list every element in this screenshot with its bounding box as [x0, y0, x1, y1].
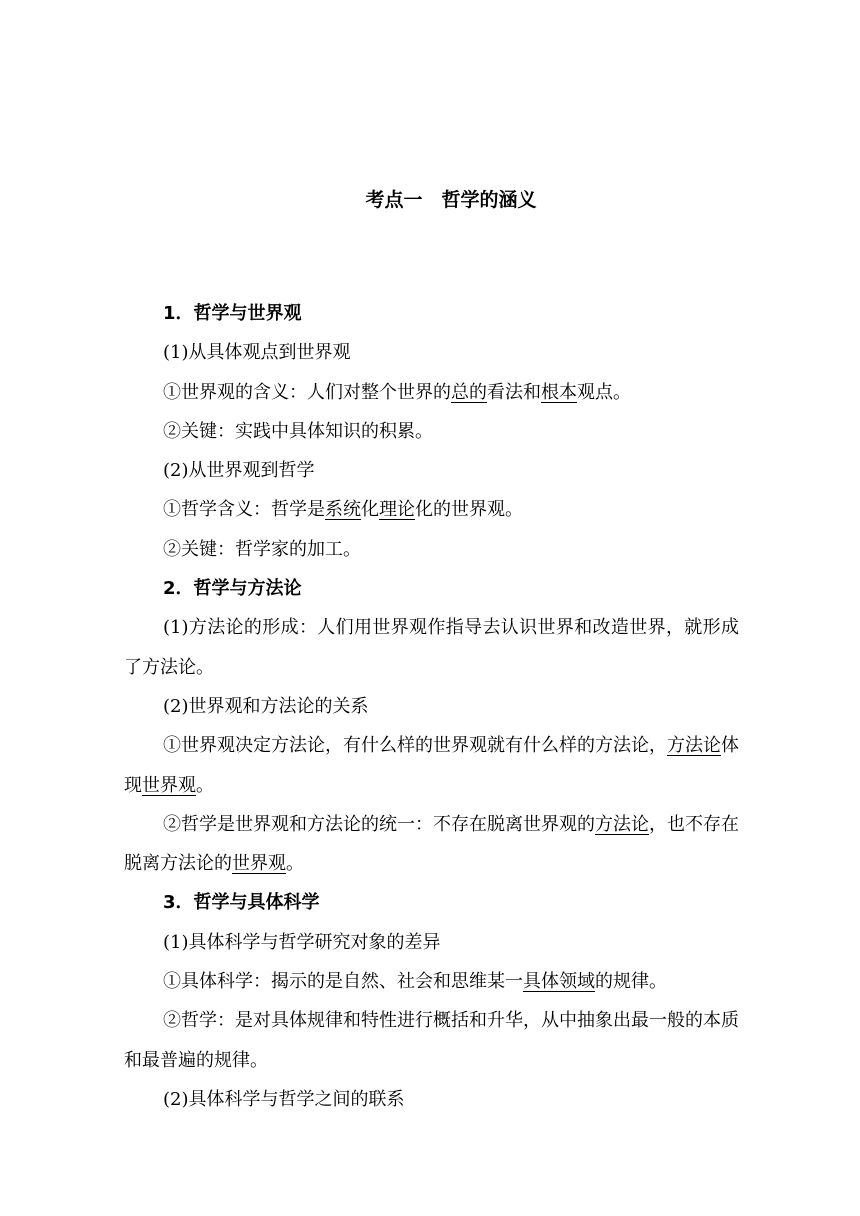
paragraph	[124, 726, 739, 805]
paragraph	[124, 687, 739, 726]
underlined-answer: 具体领域	[523, 971, 595, 993]
text-run: ①哲学含义：哲学是	[163, 499, 325, 521]
text-run: 的规律。	[595, 971, 667, 993]
paragraph	[124, 373, 739, 412]
text-run: (2)世界观和方法论的关系	[163, 695, 369, 717]
underlined-answer: 方法论	[667, 735, 721, 757]
underlined-answer: 世界观	[232, 853, 286, 875]
paragraph	[124, 923, 739, 962]
paragraph	[124, 805, 739, 884]
page-title: 考点一 哲学的涵义	[365, 189, 537, 211]
text-run: ②哲学是世界观和方法论的统一：不存在脱离世界观的	[163, 813, 595, 835]
text-run: ①世界观的含义：人们对整个世界的	[163, 381, 451, 403]
paragraph	[124, 451, 739, 490]
underlined-answer: 根本	[541, 381, 577, 403]
text-run: ①世界观决定方法论，有什么样的世界观就有什么样的方法论，	[163, 735, 667, 757]
text-run: 体现	[124, 735, 739, 796]
text-run: (1)方法论的形成：人们用世界观作指导去认识世界和改造世界，就形成了方法论。	[124, 617, 739, 678]
text-run: 观点。	[577, 381, 631, 403]
text-run: (2)具体科学与哲学之间的联系	[163, 1088, 405, 1110]
text-run: ，也不存在脱离方法论的	[124, 813, 739, 875]
paragraph	[124, 490, 739, 529]
paragraph	[124, 412, 739, 451]
paragraph	[124, 333, 739, 372]
document-body	[124, 294, 739, 1119]
underlined-answer: 理论	[379, 499, 415, 521]
text-run: (1)从具体观点到世界观	[163, 342, 351, 364]
underlined-answer: 系统	[325, 499, 361, 521]
paragraph	[124, 962, 739, 1001]
paragraph	[124, 530, 739, 569]
underlined-answer: 世界观	[142, 774, 196, 796]
underlined-answer: 总的	[451, 381, 487, 403]
paragraph	[124, 608, 739, 687]
section-heading: 3．哲学与具体科学	[163, 892, 320, 914]
text-run: 。	[196, 774, 214, 796]
text-run: (2)从世界观到哲学	[163, 460, 315, 482]
text-run: ②关键：哲学家的加工。	[163, 538, 361, 560]
text-run: ①具体科学：揭示的是自然、社会和思维某一	[163, 971, 523, 993]
text-run: ②关键：实践中具体知识的积累。	[163, 420, 433, 442]
text-run: 看法和	[487, 381, 541, 403]
section-heading: 1．哲学与世界观	[163, 303, 302, 324]
text-run: 。	[286, 853, 304, 875]
text-run: ②哲学：是对具体规律和特性进行概括和升华，从中抽象出最一般的本质和最普遍的规律。	[124, 1010, 739, 1071]
text-run: (1)具体科学与哲学研究对象的差异	[163, 931, 441, 953]
paragraph	[124, 1080, 739, 1119]
text-run: 化的世界观。	[415, 499, 523, 521]
section-heading: 2．哲学与方法论	[163, 578, 302, 600]
underlined-answer: 方法论	[595, 813, 649, 835]
paragraph	[124, 1001, 739, 1080]
text-run: 化	[361, 499, 379, 521]
